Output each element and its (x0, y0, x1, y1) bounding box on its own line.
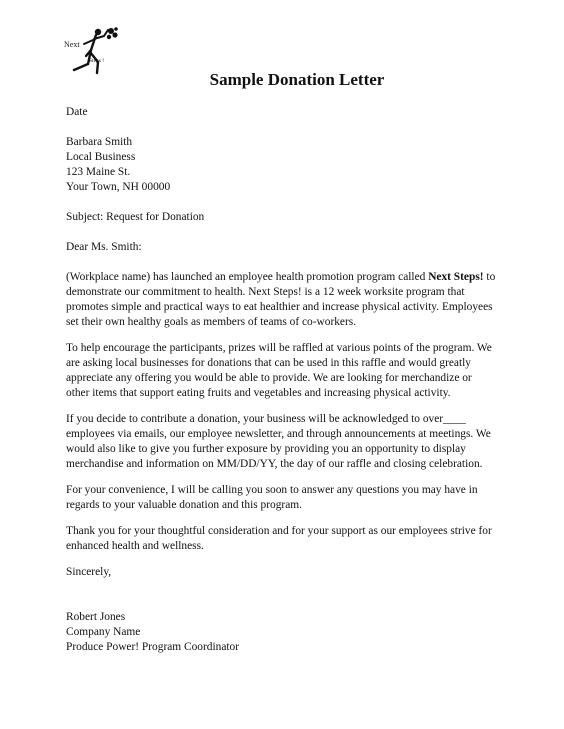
paragraph-3-line: If you decide to contribute a donation, your business will be acknowledged to over____ (66, 413, 466, 425)
signature-role: Produce Power! Program Coordinator (66, 641, 240, 653)
recipient-address (66, 135, 536, 195)
page-title: Sample Donation Letter (209, 70, 385, 89)
date-label: Date (66, 106, 88, 118)
paragraph-5-line: Thank you for your thoughtful consideration and for your support as our employees strive for (66, 525, 492, 537)
paragraph-2-line: other items that support eating fruits and vegetables and increasing physical activity. (66, 387, 451, 399)
recipient-street: 123 Maine St. (66, 166, 131, 178)
paragraph-2-line: To help encourage the participants, prizes will be raffled at various points of the program. We (66, 342, 492, 354)
paragraph-3-line: would also like to give you further exposure by providing you an opportunity to display (66, 443, 466, 455)
paragraph-3-line: merchandise and information on MM/DD/YY, the day of our raffle and closing celebration. (66, 458, 483, 470)
walking-figure-icon (62, 26, 132, 76)
recipient-name: Barbara Smith (66, 136, 133, 148)
next-steps-logo (62, 26, 132, 76)
closing: Sincerely, (66, 566, 112, 578)
paragraph-4-line: regards to your valuable donation and this program. (66, 499, 302, 511)
paragraph-1-text: (Workplace name) has launched an employee health promotion program called (66, 271, 429, 283)
paragraph-1-line-4: set their own healthy goals as members of teams of co-workers. (66, 316, 357, 328)
paragraph-1 (66, 270, 536, 330)
paragraph-4 (66, 483, 536, 513)
paragraph-3 (66, 412, 536, 472)
paragraph-1-text-end: to (483, 271, 496, 283)
paragraph-4-line: For your convenience, I will be calling you soon to answer any questions you may have in (66, 484, 478, 496)
paragraph-2-line: are asking local businesses for donations that can be used in this raffle and would greatly (66, 357, 471, 369)
logo-text-top: Next (64, 40, 80, 49)
subject-line: Subject: Request for Donation (66, 211, 205, 223)
paragraph-2 (66, 341, 536, 401)
paragraph-3-line: employees via emails, our employee newsletter, and through announcements at meetings. We (66, 428, 491, 440)
paragraph-1-line-2: demonstrate our commitment to health. Next Steps! is a 12 week worksite program that (66, 286, 465, 298)
paragraph-1-line-3: promotes simple and practical ways to eat healthier and increase physical activity. Employees (66, 301, 493, 313)
paragraph-2-line: appreciate any offering you would be able to provide. We are looking for merchandize or (66, 372, 472, 384)
recipient-business: Local Business (66, 151, 136, 163)
paragraph-5 (66, 524, 536, 554)
signature-name: Robert Jones (66, 611, 126, 623)
paragraph-1-line-1 (66, 270, 536, 285)
salutation: Dear Ms. Smith: (66, 241, 142, 253)
signature-block (66, 610, 536, 655)
logo-text-bottom: Steps ! (89, 58, 105, 64)
program-name-bold: Next Steps! (428, 271, 484, 283)
paragraph-5-line: enhanced health and wellness. (66, 540, 204, 552)
signature-company: Company Name (66, 626, 141, 638)
recipient-city: Your Town, NH 00000 (66, 181, 171, 193)
letter-body (66, 105, 536, 655)
